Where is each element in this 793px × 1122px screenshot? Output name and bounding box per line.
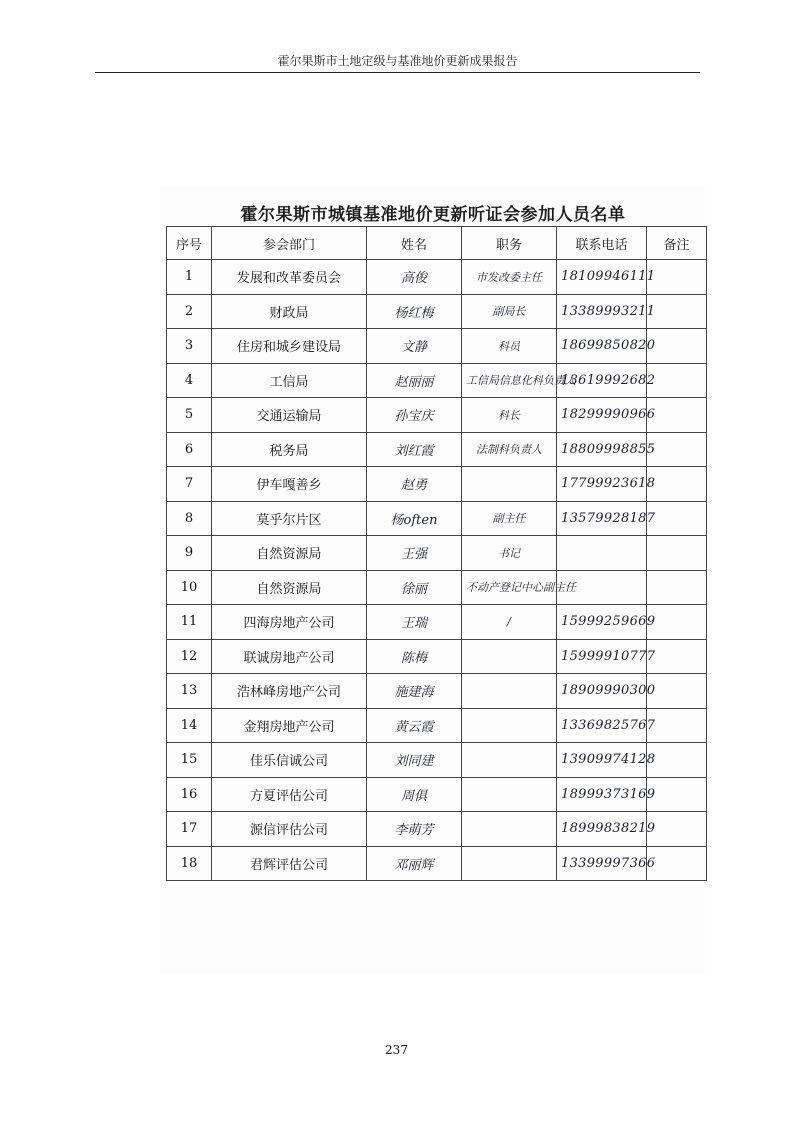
department-cell: 住房和城乡建设局	[212, 329, 367, 364]
position-cell	[462, 846, 557, 881]
row-number: 16	[167, 777, 212, 812]
table-row	[167, 260, 707, 295]
note-cell	[647, 605, 707, 640]
note-cell	[647, 363, 707, 398]
row-number: 5	[167, 398, 212, 433]
column-header-dept: 参会部门	[212, 227, 367, 260]
position-cell	[462, 639, 557, 674]
note-cell	[647, 708, 707, 743]
signature-name: 李萌芳	[367, 812, 462, 847]
phone-cell: 18909990300	[557, 674, 647, 709]
signature-name: 陈梅	[367, 639, 462, 674]
position-cell: 科员	[462, 329, 557, 364]
position-cell: 书记	[462, 536, 557, 571]
table-row	[167, 846, 707, 881]
position-cell: 工信局信息化科负责人	[462, 363, 557, 398]
position-cell	[462, 777, 557, 812]
position-cell	[462, 743, 557, 778]
column-header-phone: 联系电话	[557, 227, 647, 260]
note-cell	[647, 294, 707, 329]
page-number: 237	[385, 1043, 408, 1057]
department-cell: 源信评估公司	[212, 812, 367, 847]
signature-name: 杨often	[367, 501, 462, 536]
column-header-note: 备注	[647, 227, 707, 260]
note-cell	[647, 812, 707, 847]
signature-name: 周俱	[367, 777, 462, 812]
row-number: 7	[167, 467, 212, 502]
table-row	[167, 570, 707, 605]
position-cell: 科长	[462, 398, 557, 433]
phone-cell: 18699850820	[557, 329, 647, 364]
header-rule	[95, 72, 700, 73]
table-row	[167, 536, 707, 571]
note-cell	[647, 777, 707, 812]
column-header-name: 姓名	[367, 227, 462, 260]
row-number: 17	[167, 812, 212, 847]
department-cell: 自然资源局	[212, 570, 367, 605]
row-number: 9	[167, 536, 212, 571]
phone-cell: 18999838219	[557, 812, 647, 847]
position-cell: 副局长	[462, 294, 557, 329]
attendee-table	[166, 226, 707, 881]
row-number: 4	[167, 363, 212, 398]
table-row	[167, 329, 707, 364]
signature-name: 黄云霞	[367, 708, 462, 743]
note-cell	[647, 639, 707, 674]
row-number: 11	[167, 605, 212, 640]
department-cell: 联诚房地产公司	[212, 639, 367, 674]
column-header-no: 序号	[167, 227, 212, 260]
table-row	[167, 432, 707, 467]
position-cell: 不动产登记中心副主任	[462, 570, 557, 605]
note-cell	[647, 501, 707, 536]
signature-name: 赵丽丽	[367, 363, 462, 398]
row-number: 14	[167, 708, 212, 743]
signature-name: 杨红梅	[367, 294, 462, 329]
table-row	[167, 501, 707, 536]
column-header-title: 职务	[462, 227, 557, 260]
phone-cell: 18109946111	[557, 260, 647, 295]
position-cell	[462, 708, 557, 743]
department-cell: 莫乎尔片区	[212, 501, 367, 536]
signature-name: 施建海	[367, 674, 462, 709]
position-cell: 市发改委主任	[462, 260, 557, 295]
department-cell: 工信局	[212, 363, 367, 398]
table-body	[167, 260, 707, 881]
table-row	[167, 639, 707, 674]
phone-cell: 13399997366	[557, 846, 647, 881]
department-cell: 四海房地产公司	[212, 605, 367, 640]
row-number: 15	[167, 743, 212, 778]
row-number: 13	[167, 674, 212, 709]
department-cell: 财政局	[212, 294, 367, 329]
signature-name: 邓丽辉	[367, 846, 462, 881]
phone-cell: 13909974128	[557, 743, 647, 778]
table-row	[167, 674, 707, 709]
row-number: 6	[167, 432, 212, 467]
phone-cell: 18299990966	[557, 398, 647, 433]
phone-cell: 17799923618	[557, 467, 647, 502]
table-row	[167, 605, 707, 640]
note-cell	[647, 432, 707, 467]
department-cell: 金翔房地产公司	[212, 708, 367, 743]
note-cell	[647, 743, 707, 778]
table-row	[167, 777, 707, 812]
page-header: 霍尔果斯市土地定级与基准地价更新成果报告	[277, 54, 518, 68]
table-row	[167, 363, 707, 398]
signature-name: 刘同建	[367, 743, 462, 778]
position-cell: 法制科负责人	[462, 432, 557, 467]
phone-cell: 18809998855	[557, 432, 647, 467]
signature-name: 徐丽	[367, 570, 462, 605]
table-row	[167, 708, 707, 743]
row-number: 12	[167, 639, 212, 674]
signature-name: 赵勇	[367, 467, 462, 502]
note-cell	[647, 329, 707, 364]
department-cell: 伊车嘎善乡	[212, 467, 367, 502]
note-cell	[647, 536, 707, 571]
phone-cell: 18999373169	[557, 777, 647, 812]
position-cell	[462, 674, 557, 709]
note-cell	[647, 260, 707, 295]
form-title: 霍尔果斯市城镇基准地价更新听证会参加人员名单	[240, 205, 626, 225]
position-cell	[462, 812, 557, 847]
note-cell	[647, 570, 707, 605]
table-row	[167, 812, 707, 847]
row-number: 18	[167, 846, 212, 881]
phone-cell: 15999259669	[557, 605, 647, 640]
phone-cell: 13389993211	[557, 294, 647, 329]
signature-name: 高俊	[367, 260, 462, 295]
position-cell	[462, 467, 557, 502]
phone-cell: 13619992682	[557, 363, 647, 398]
row-number: 2	[167, 294, 212, 329]
note-cell	[647, 846, 707, 881]
department-cell: 发展和改革委员会	[212, 260, 367, 295]
department-cell: 佳乐信诚公司	[212, 743, 367, 778]
position-cell: 副主任	[462, 501, 557, 536]
row-number: 10	[167, 570, 212, 605]
row-number: 3	[167, 329, 212, 364]
signature-name: 文静	[367, 329, 462, 364]
signature-name: 孙宝庆	[367, 398, 462, 433]
signature-name: 王瑞	[367, 605, 462, 640]
phone-cell	[557, 536, 647, 571]
phone-cell: 13579928187	[557, 501, 647, 536]
row-number: 1	[167, 260, 212, 295]
department-cell: 方夏评估公司	[212, 777, 367, 812]
phone-cell: 13369825767	[557, 708, 647, 743]
signature-name: 刘红霞	[367, 432, 462, 467]
department-cell: 君辉评估公司	[212, 846, 367, 881]
table-row	[167, 398, 707, 433]
department-cell: 交通运输局	[212, 398, 367, 433]
department-cell: 浩林峰房地产公司	[212, 674, 367, 709]
note-cell	[647, 398, 707, 433]
table-row	[167, 743, 707, 778]
note-cell	[647, 674, 707, 709]
table-row	[167, 467, 707, 502]
signature-name: 王强	[367, 536, 462, 571]
department-cell: 税务局	[212, 432, 367, 467]
table-header-row	[167, 227, 707, 260]
table-row	[167, 294, 707, 329]
row-number: 8	[167, 501, 212, 536]
note-cell	[647, 467, 707, 502]
department-cell: 自然资源局	[212, 536, 367, 571]
phone-cell: 15999910777	[557, 639, 647, 674]
position-cell: /	[462, 605, 557, 640]
